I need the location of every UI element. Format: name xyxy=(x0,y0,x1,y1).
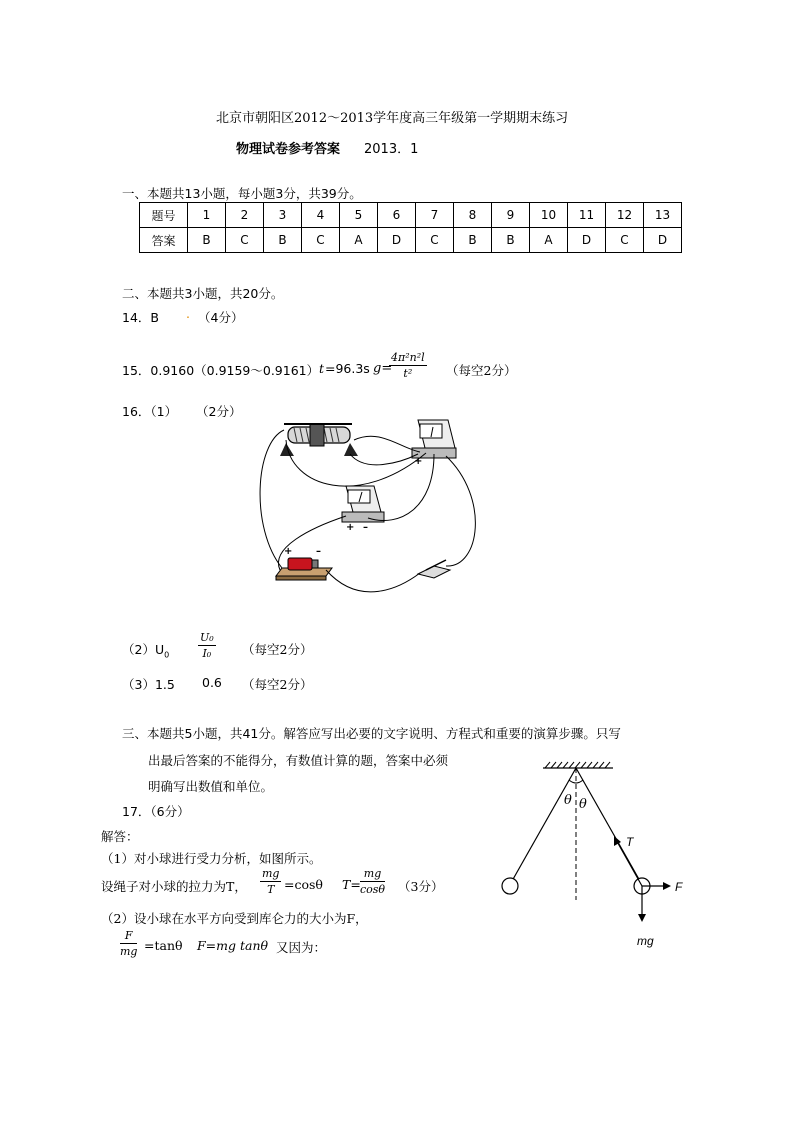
battery-icon xyxy=(276,558,332,580)
q17-fraction-3-num: F xyxy=(120,929,137,944)
q17-fraction-2 xyxy=(360,867,385,896)
ammeter-icon xyxy=(342,486,384,522)
q17-t-lhs: T= xyxy=(342,877,361,892)
circuit-minus-b: – xyxy=(363,522,368,533)
q17-step2-text: 设绳子对小球的拉力为T， xyxy=(101,879,247,894)
q17-fraction-2-den: cosθ xyxy=(360,883,386,896)
table-cell: B xyxy=(454,228,492,253)
table-row xyxy=(140,228,682,253)
circuit-diagram xyxy=(250,418,490,603)
table-header-cell: 答案 xyxy=(140,228,188,253)
table-cell: C xyxy=(606,228,644,253)
theta-right-label: θ xyxy=(579,797,587,812)
answer-table xyxy=(139,202,682,253)
q17-fraction-3-rhs: =tanθ xyxy=(144,938,183,953)
table-cell: A xyxy=(530,228,568,253)
table-cell: C xyxy=(302,228,340,253)
table-cell: B xyxy=(492,228,530,253)
force-arrowhead xyxy=(663,882,671,890)
table-cell: D xyxy=(568,228,606,253)
q16-part3-score: （每空2分） xyxy=(242,677,313,692)
left-string xyxy=(512,768,576,881)
table-cell: D xyxy=(644,228,682,253)
q15-g-lhs: g= xyxy=(373,361,393,376)
table-cell: A xyxy=(340,228,378,253)
q14-mark: . xyxy=(186,306,190,321)
table-cell: 6 xyxy=(378,203,416,228)
q15-g-numerator: 4π²n²l xyxy=(391,351,425,364)
table-cell: 1 xyxy=(188,203,226,228)
q17-fraction-1-den: T xyxy=(267,883,275,896)
gravity-label: mg xyxy=(637,934,654,948)
ceiling-hatch xyxy=(545,762,610,768)
q17-heading: 17．（6分） xyxy=(122,804,190,819)
q16-part2-label xyxy=(122,640,169,660)
q14-answer: 14．B xyxy=(122,310,159,325)
q17-step3: （2）设小球在水平方向受到库仑力的大小为F， xyxy=(101,911,368,926)
circuit-plus-a: + xyxy=(414,456,423,467)
q17-fraction-1-rhs: =cosθ xyxy=(284,877,323,892)
section1-heading: 一、本题共13小题，每小题3分，共39分。 xyxy=(122,186,362,201)
table-header-cell: 题号 xyxy=(140,203,188,228)
gravity-arrowhead xyxy=(638,914,646,922)
q14-score: （4分） xyxy=(198,310,244,325)
table-cell: 3 xyxy=(264,203,302,228)
circuit-plus-c: + xyxy=(284,546,293,557)
theta-left-label: θ xyxy=(564,793,572,808)
section2-heading: 二、本题共3小题，共20分。 xyxy=(122,286,284,301)
q16-part2-score: （每空2分） xyxy=(242,642,313,657)
q16-part2-numerator: U₀ xyxy=(200,631,214,644)
q17-fraction-3-den: mg xyxy=(120,945,138,958)
document-title: 北京市朝阳区2012～2013学年度高三年级第一学期期末练习 xyxy=(216,111,569,126)
right-string xyxy=(576,768,640,881)
table-cell: D xyxy=(378,228,416,253)
q16-part1-score: （2分） xyxy=(196,404,242,419)
table-cell: B xyxy=(188,228,226,253)
q16-part2-text: （2）U xyxy=(122,642,165,657)
section3-line1: 三、本题共5小题，共41分。解答应写出必要的文字说明、方程式和重要的演算步骤。只写 xyxy=(122,726,621,741)
q16-part3-label: （3）1.5 xyxy=(122,677,175,692)
document-date: 2013．1 xyxy=(364,142,419,157)
voltmeter-icon xyxy=(412,420,456,458)
section3-line2: 出最后答案的不能得分，有数值计算的题，答案中必须 xyxy=(148,753,449,768)
circuit-minus-c: – xyxy=(316,546,321,557)
q15-answer: 15．0.9160（0.9159～0.9161） xyxy=(122,363,320,378)
tension-label: T xyxy=(626,835,634,849)
table-cell: 2 xyxy=(226,203,264,228)
table-cell: 8 xyxy=(454,203,492,228)
q17-fraction-2-num: mg xyxy=(360,867,385,882)
table-cell: C xyxy=(416,228,454,253)
switch-icon xyxy=(418,560,450,578)
table-cell: 4 xyxy=(302,203,340,228)
table-cell: B xyxy=(264,228,302,253)
q17-step1: （1）对小球进行受力分析，如图所示。 xyxy=(101,851,322,866)
circuit-plus-b: + xyxy=(346,522,355,533)
q16-part2-fraction xyxy=(198,631,216,660)
q16-part2-denominator: I₀ xyxy=(202,647,212,660)
table-cell: 10 xyxy=(530,203,568,228)
table-cell: C xyxy=(226,228,264,253)
q15-g-denominator: t² xyxy=(403,367,413,380)
table-cell: 5 xyxy=(340,203,378,228)
section3-line3: 明确写出数值和单位。 xyxy=(148,779,274,794)
q17-f-formula: F=mg tanθ xyxy=(197,938,269,953)
force-label: F xyxy=(675,880,683,894)
document-subtitle: 物理试卷参考答案 xyxy=(236,142,341,157)
q17-fraction-1 xyxy=(260,867,281,896)
q17-fraction-1-num: mg xyxy=(262,867,280,880)
table-cell: 9 xyxy=(492,203,530,228)
table-cell: 13 xyxy=(644,203,682,228)
q15-t-value: =96.3s xyxy=(325,361,370,376)
q16-part2-sub: 0 xyxy=(164,650,170,660)
q17-step3-tail: 又因为： xyxy=(276,940,327,955)
q16-part1: 16．（1） xyxy=(122,404,178,419)
q17-fraction-3 xyxy=(120,929,137,958)
q17-step2-score: （3分） xyxy=(398,879,444,894)
table-cell: 12 xyxy=(606,203,644,228)
q15-score: （每空2分） xyxy=(446,363,517,378)
q15-t-var: t xyxy=(319,361,325,376)
left-ball xyxy=(502,878,518,894)
table-row xyxy=(140,203,682,228)
answer-label: 解答： xyxy=(101,829,139,844)
q16-part3-value: 0.6 xyxy=(202,675,222,690)
rheostat-icon xyxy=(280,424,358,456)
pendulum-diagram xyxy=(495,760,695,955)
table-cell: 11 xyxy=(568,203,606,228)
table-cell: 7 xyxy=(416,203,454,228)
q15-g-fraction xyxy=(389,351,427,380)
